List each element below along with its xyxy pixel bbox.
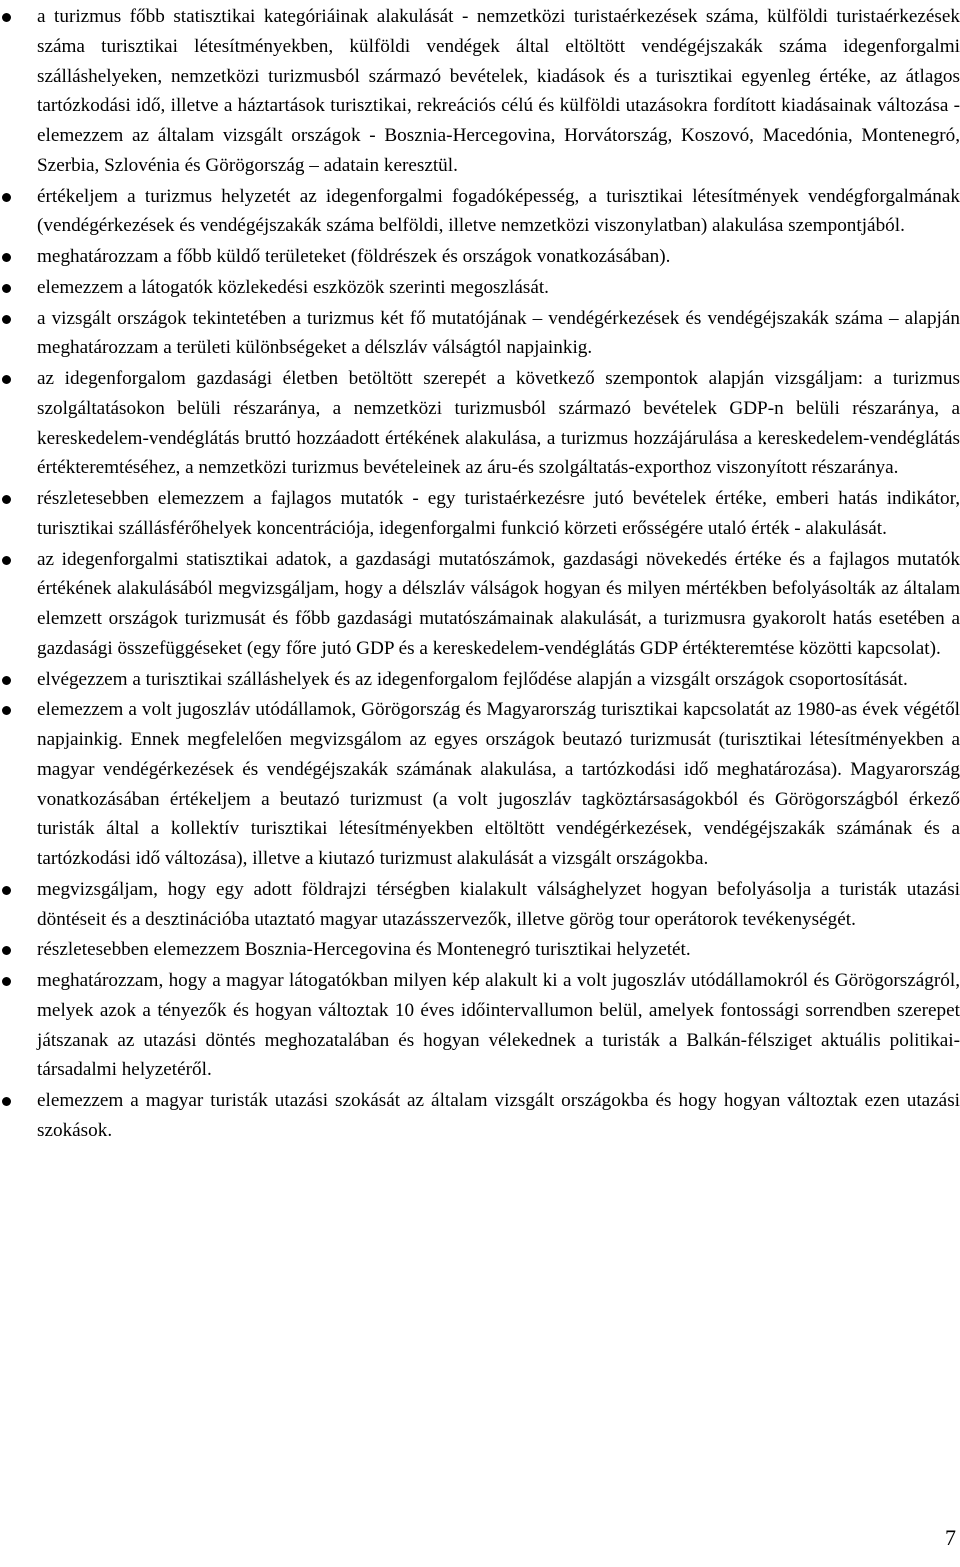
- list-item-text: elemezzem a magyar turisták utazási szokását az általam vizsgált országokba és hogy hogyan változtak ezen utazási szokások.: [37, 1090, 960, 1141]
- list-item-text: részletesebben elemezzem a fajlagos mutatók - egy turistaérkezésre jutó bevételek értéke, emberi hatás indikátor, turisztikai szállásférőhelyek koncentrációja, idegenforgalmi funkció körzeti erősségére utaló érték - alakulását.: [37, 488, 960, 539]
- bullet-icon: [2, 375, 11, 384]
- bullet-icon: [2, 284, 11, 293]
- list-item: [0, 304, 960, 364]
- list-item-text: meghatározzam, hogy a magyar látogatókban milyen kép alakult ki a volt jugoszláv utódállamokról és Görögországról, melyek azok a tényezők és hogyan változtak 10 éves időintervallumon belül, amelyek fontossági sorrendben szerepet játszanak az utazási döntés meghozatalában és hogyan vélekednek a turisták a Balkán-félsziget aktuális politikai-társadalmi helyzetéről.: [37, 970, 960, 1081]
- list-item-text: értékeljem a turizmus helyzetét az idegenforgalmi fogadóképesség, a turisztikai létesítmények vendégforgalmának (vendégérkezések és vendégéjszakák száma belföldi, illetve nemzetközi viszonylatban) alakulása szempontjából.: [37, 185, 960, 237]
- list-item-text: a vizsgált országok tekintetében a turizmus két fő mutatójának – vendégérkezések és vendégéjszakák száma – alapján meghatározzam a területi különbségeket a délszláv válságtól napjainkig.: [37, 307, 960, 359]
- list-item: [0, 484, 960, 544]
- bullet-icon: [2, 977, 11, 986]
- list-item: [0, 935, 960, 965]
- list-item: [0, 545, 960, 664]
- list-item: [0, 966, 960, 1085]
- bullet-icon: [2, 495, 11, 504]
- list-item: [0, 875, 960, 935]
- bullet-icon: [2, 1097, 11, 1106]
- list-item: [0, 1086, 960, 1146]
- list-item-text: meghatározzam a főbb küldő területeket (földrészek és országok vonatkozásában).: [37, 246, 671, 267]
- list-item: [0, 665, 960, 695]
- list-item-text: elemezzem a volt jugoszláv utódállamok, Görögország és Magyarország turisztikai kapcsolatát az 1980-as évek végétől napjainkig. Ennek megfelelően megvizsgálom az egyes országok beutazó turizmusát (turisztikai létesítményekben a magyar vendégérkezések és vendégéjszakák számának alakulása, a tartózkodási idő meghatározása). Magyarország vonatkozásában értékeljem a beutazó turizmust (a volt jugoszláv tagköztársaságokból és Görögországból érkező turisták által a kollektív turisztikai létesítményekben eltöltött vendégérkezések, vendégéjszakák számának és a tartózkodási idő változása), illetve a kiutazó turizmust alakulását a vizsgált országokba.: [37, 699, 960, 869]
- list-item: [0, 695, 960, 874]
- bullet-icon: [2, 946, 11, 955]
- list-item-text: a turizmus főbb statisztikai kategóriáinak alakulását - nemzetközi turistaérkezések száma, külföldi turistaérkezések száma turisztikai létesítményekben, külföldi vendégek által eltöltött vendégéjszakák száma idegenforgalmi szálláshelyeken, nemzetközi turizmusból származó bevételek, kiadások és a turisztikai egyenleg értéke, az átlagos tartózkodási idő, illetve a háztartások turisztikai, rekreációs célú és külföldi utazásokra fordított kiadásainak változása - elemezzem az általam vizsgált országok - Bosznia-Hercegovina, Horvátország, Koszovó, Macedónia, Montenegró, Szerbia, Szlovénia és Görögország – adatain keresztül.: [37, 6, 960, 176]
- bullet-icon: [2, 193, 11, 202]
- page-number: 7: [945, 1525, 956, 1550]
- bullet-icon: [2, 13, 11, 22]
- list-item-text: részletesebben elemezzem Bosznia-Hercegovina és Montenegró turisztikai helyzetét.: [37, 939, 691, 961]
- list-item-text: elvégezzem a turisztikai szálláshelyek és az idegenforgalom fejlődése alapján a vizsgált országok csoportosítását.: [37, 668, 908, 690]
- list-item: [0, 273, 960, 303]
- list-item-text: megvizsgáljam, hogy egy adott földrajzi térségben kialakult válsághelyzet hogyan befolyásolja a turisták utazási döntéseit és a desztinációba utaztató magyar utazásszervezők, illetve görög tour operátorok tevékenységét.: [37, 878, 960, 930]
- list-item-text: az idegenforgalmi statisztikai adatok, a gazdasági mutatószámok, gazdasági növekedés értéke és a fajlagos mutatók értékének alakulásából megvizsgáljam, hogy a délszláv válságok hogyan és milyen mértékben befolyásolták az általam elemzett országok turizmusát és főbb gazdasági mutatószámainak alakulását, a turizmusra gyakorolt hatás esetében a gazdasági összefüggéseket (egy főre jutó GDP és a kereskedelem-vendéglátás GDP értékteremtése közötti kapcsolat).: [37, 548, 960, 659]
- list-item-text: elemezzem a látogatók közlekedési eszközök szerinti megoszlását.: [37, 276, 549, 298]
- bullet-icon: [2, 556, 11, 565]
- list-item: [0, 242, 960, 272]
- list-item-text: az idegenforgalom gazdasági életben betöltött szerepét a következő szempontok alapján vizsgáljam: a turizmus szolgáltatásokon belüli részaránya, a nemzetközi turizmusból származó bevételek GDP-n belüli részaránya, a kereskedelem-vendéglátás bruttó hozzáadott értékének alakulása, a turizmus hozzájárulása a kereskedelem-vendéglátás értékteremtéséhez, a nemzetközi turizmus bevételeinek az áru-és szolgáltatás-exporthoz viszonyított részaránya.: [37, 368, 960, 479]
- list-item: [0, 2, 960, 181]
- bullet-icon: [2, 315, 11, 324]
- bullet-icon: [2, 886, 11, 895]
- bullet-list: [0, 2, 960, 1147]
- list-item: [0, 364, 960, 483]
- bullet-icon: [2, 253, 11, 262]
- bullet-icon: [2, 706, 11, 715]
- bullet-icon: [2, 676, 11, 685]
- list-item: [0, 182, 960, 242]
